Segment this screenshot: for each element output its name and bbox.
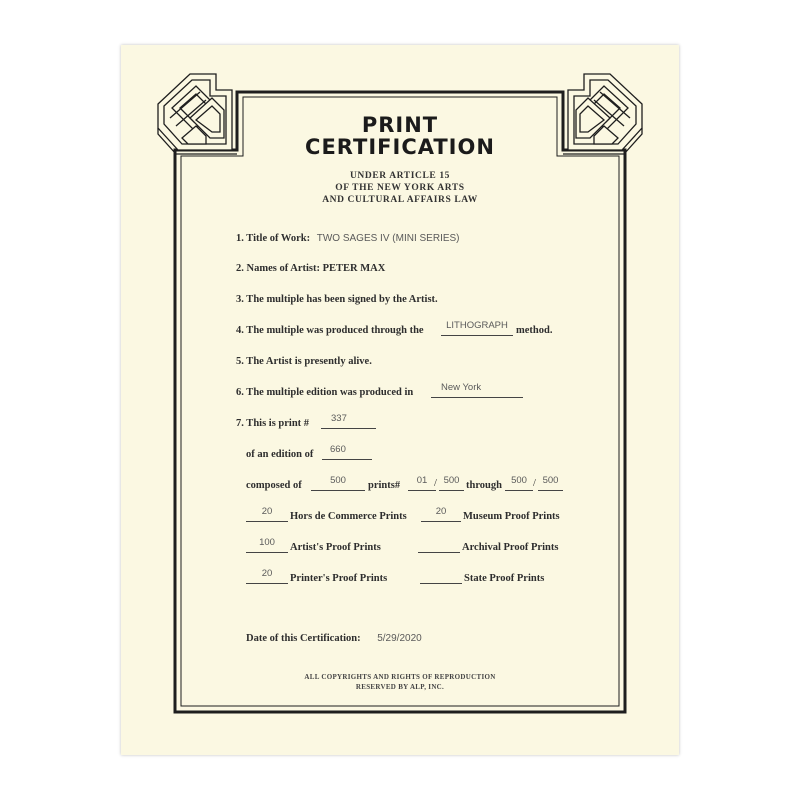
artists-proof-label: Artist's Proof Prints [290,542,381,553]
prints-number-label: prints# [368,480,401,491]
item-produced-in-label: 6. The multiple edition was produced in [236,387,414,398]
print-number-field [321,413,376,429]
item-signed-statement: 3. The multiple has been signed by the Artist. [236,294,438,305]
artist-name-label: 2. Names of Artist: [236,263,320,274]
composed-of-field [311,475,365,491]
prints-from-value: 01 [416,475,428,486]
prints-to-total-field [538,475,563,491]
title-of-work-label: 1. Title of Work: [236,233,311,244]
composed-of-value: 500 [330,475,346,486]
item-artist-alive: 5. The Artist is presently alive. [236,356,372,367]
edition-size-label: of an edition of [246,449,314,460]
state-proof-field [420,571,462,584]
slash-1: / [434,478,437,489]
production-method-suffix: method. [516,325,553,336]
copyright-notice [0,672,800,692]
production-method-value: LITHOGRAPH [446,320,508,331]
prints-from-field [408,475,436,491]
prints-from-total-value: 500 [443,475,460,486]
subtitle-line-2: OF THE NEW YORK ARTS [335,183,465,193]
printers-proof-field [246,568,288,584]
prints-from-total-field [439,475,464,491]
hors-de-commerce-field [246,506,288,522]
subtitle-line-3: AND CULTURAL AFFAIRS LAW [322,195,478,205]
copyright-line-1: ALL COPYRIGHTS AND RIGHTS OF REPRODUCTION [304,673,496,681]
museum-proof-value: 20 [435,506,447,517]
produced-in-value: New York [441,382,482,393]
copyright-line-2: RESERVED BY ALP, INC. [355,683,445,691]
prints-to-value: 500 [511,475,527,486]
museum-proof-field [421,506,461,522]
title-of-work-value: TWO SAGES IV (MINI SERIES) [316,233,460,244]
slash-2: / [533,478,536,489]
item-title-of-work [236,233,460,244]
artists-proof-field [246,537,288,553]
through-label: through [466,480,502,491]
archival-proof-field [418,540,460,553]
state-proof-label: State Proof Prints [464,573,545,584]
title-line-1: PRINT [361,113,439,137]
museum-proof-label: Museum Proof Prints [463,511,560,522]
composed-of-label: composed of [246,480,302,491]
certification-date [246,633,422,644]
item-print-number-label: 7. This is print # [236,418,310,429]
prints-to-total-value: 500 [542,475,559,486]
edition-size-field [322,444,372,460]
subtitle-line-1: UNDER ARTICLE 15 [349,171,451,181]
produced-in-field [431,382,523,398]
prints-to-field [505,475,533,491]
title-line-2: CERTIFICATION [305,135,495,159]
hors-de-commerce-label: Hors de Commerce Prints [290,511,407,522]
production-method-field [441,320,513,336]
print-number-value: 337 [331,413,347,424]
certification-date-value: 5/29/2020 [377,633,422,644]
item-production-method-label: 4. The multiple was produced through the [236,325,424,336]
printers-proof-value: 20 [261,568,273,579]
artist-name-value: PETER MAX [322,263,386,274]
artists-proof-value: 100 [259,537,275,548]
certification-date-label: Date of this Certification: [246,633,361,644]
hors-de-commerce-value: 20 [261,506,273,517]
printers-proof-label: Printer's Proof Prints [290,573,388,584]
item-artist-name [236,263,385,274]
archival-proof-label: Archival Proof Prints [462,542,559,553]
edition-size-value: 660 [330,444,346,455]
subtitle [0,170,800,206]
